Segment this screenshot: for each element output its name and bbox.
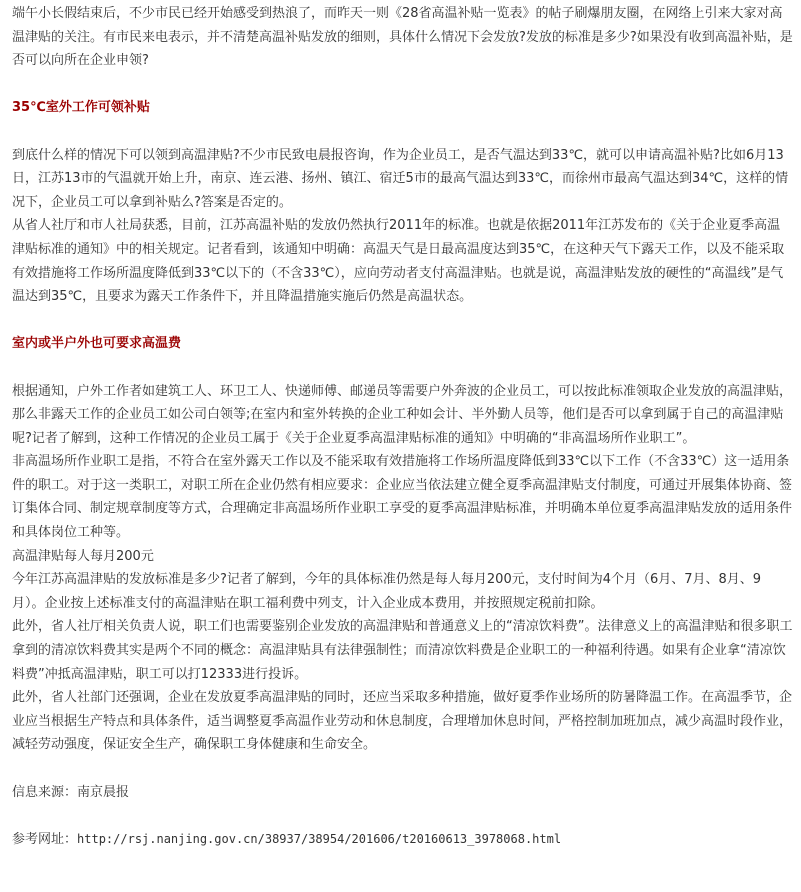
spacer — [12, 120, 793, 144]
paragraph-monthly-amount: 高温津贴每人每月200元 — [12, 548, 154, 564]
spacer — [12, 757, 793, 781]
source-value: 南京晨报 — [77, 784, 130, 800]
paragraph-heat-prevention: 此外，省人社部门还强调，企业在发放夏季高温津贴的同时，还应当采取多种措施，做好夏季作业场所的防暑降温工作。在高温季节，企业应当根据生产特点和具体条件，适当调整夏季高温作业劳动和休息制度，合理增加休息时间，严格控制加班加点，减少高温时段作业，减轻劳动强度，保证安全生产，确保职工身体健康和生命安全。 — [12, 690, 793, 753]
paragraph-outdoor-workers: 根据通知，户外工作者如建筑工人、环卫工人、快递师傅、邮递员等需要户外奔波的企业员工，可以按此标准领取企业发放的高温津贴，那么非露天工作的企业员工如公司白领等;在室内和室外转换的企业工种如会计、半外勤人员等，他们是否可以拿到属于自己的高温津贴呢?记者了解到，这种工作情况的企业员工属于《关于企业夏季高温津贴标准的通知》中明确的“非高温场所作业职工”。 — [12, 383, 793, 446]
paragraph-cooling-drink-fee: 此外，省人社厅相关负责人说，职工们也需要鉴别企业发放的高温津贴和普通意义上的“清凉饮料费”。法律意义上的高温津贴和很多职工拿到的清凉饮料费其实是两个不同的概念：高温津贴具有法律强制性；而清凉饮料费是企业职工的一种福利待遇。如果有企业拿“清凉饮料费”冲抵高温津贴，职工可以打12333进行投诉。 — [12, 619, 793, 682]
section-heading-outdoor-subsidy: 35℃室外工作可领补贴 — [12, 100, 150, 116]
source-label: 信息来源： — [12, 784, 78, 800]
spacer — [12, 73, 793, 97]
source-line — [12, 781, 793, 805]
reference-url[interactable]: http://rsj.nanjing.gov.cn/38937/38954/201606/t20160613_3978068.html — [77, 831, 562, 846]
paragraph-payment-standard: 今年江苏高温津贴的发放标准是多少?记者了解到，今年的具体标准仍然是每人每月200元，支付时间为4个月（6月、7月、8月、9月）。企业按上述标准支付的高温津贴在职工福利费中列支，计入企业成本费用，并按照规定税前扣除。 — [12, 572, 762, 611]
reference-line — [12, 828, 793, 852]
paragraph-conditions: 到底什么样的情况下可以领到高温津贴?不少市民致电晨报咨询，作为企业员工，是否气温达到33℃，就可以申请高温补贴?比如6月13日，江苏13市的气温就开始上升，南京、连云港、扬州、镇江、宿迁5市的最高气温达到33℃，而徐州市最高气温达到34℃，这样的情况下，企业员工可以拿到补贴么?答案是否定的。 — [12, 147, 789, 210]
section-heading-indoor-subsidy: 室内或半户外也可要求高温费 — [12, 336, 182, 352]
paragraph-non-high-temp-workers: 非高温场所作业职工是指，不符合在室外露天工作以及不能采取有效措施将工作场所温度降低到33℃以下工作（不含33℃）这一适用条件的职工。对于这一类职工，对职工所在企业仍然有相应要求：企业应当依法建立健全夏季高温津贴支付制度，可通过开展集体协商、签订集体合同、制定规章制度等方式，合理确定非高温场所作业职工享受的夏季高温津贴标准，并明确本单位夏季高温津贴发放的适用条件和具体岗位工种等。 — [12, 454, 793, 541]
intro-paragraph: 端午小长假结束后，不少市民已经开始感受到热浪了，而昨天一则《28省高温补贴一览表》的帖子刷爆朋友圈，在网络上引来大家对高温津贴的关注。有市民来电表示，并不清楚高温补贴发放的细则，具体什么情况下会发放?发放的标准是多少?如果没有收到高温补贴，是否可以向所在企业申领? — [12, 6, 793, 69]
reference-label: 参考网址： — [12, 831, 78, 847]
spacer — [12, 309, 793, 333]
spacer — [12, 804, 793, 828]
spacer — [12, 356, 793, 380]
paragraph-standard-2011: 从省人社厅和市人社局获悉，目前，江苏高温补贴的发放仍然执行2011年的标准。也就是依据2011年江苏发布的《关于企业夏季高温津贴标准的通知》中的相关规定。记者看到，该通知中明确：高温天气是日最高温度达到35℃，在这种天气下露天工作，以及不能采取有效措施将工作场所温度降低到33℃以下的（不含33℃），应向劳动者支付高温津贴。也就是说，高温津贴发放的硬性的“高温线”是气温达到35℃，且要求为露天工作条件下，并且降温措施实施后仍然是高温状态。 — [12, 218, 785, 305]
